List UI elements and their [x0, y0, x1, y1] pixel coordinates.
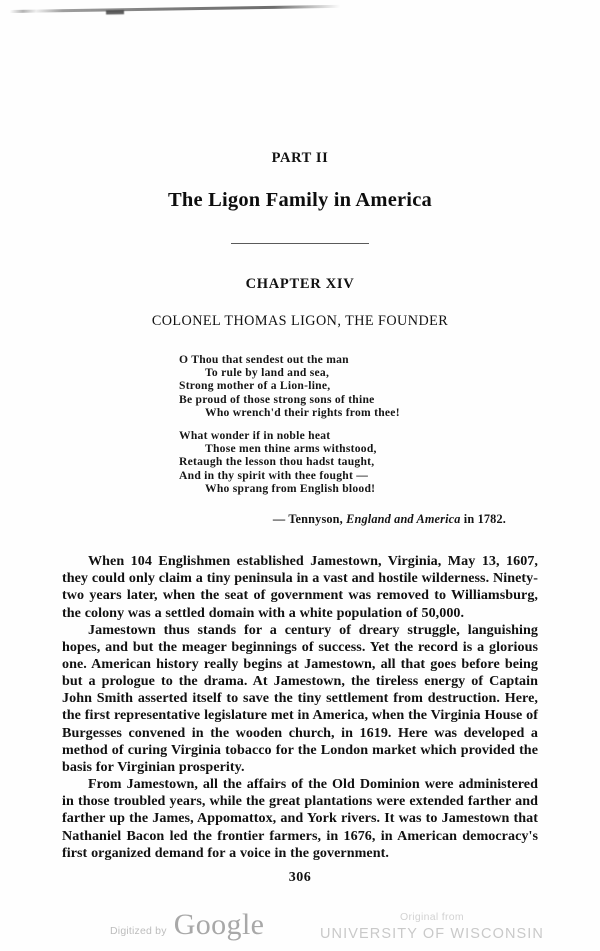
digitized-by-watermark: [110, 910, 264, 940]
poem-line: Strong mother of a Lion-line,: [179, 379, 331, 393]
body-paragraph: Jamestown thus stands for a century of dreary struggle, languishing hopes, and but the meager beginnings of success. Yet the record is a glorious one. American history really begins at Jamestown, all that goes before being but a prologue to the drama. At Jamestown, the tireless energy of Captain John Smith asserted itself to save the tiny settlement from destruction. Here, the first representative legislature met in America, when the Virginia House of Burgesses convened in the wooden church, in 1619. Here was developed a method of curing Virginia tobacco for the London market which provided the basis for Virginian prosperity.: [62, 621, 538, 775]
body-copy: [62, 527, 538, 862]
part-title: The Ligon Family in America: [168, 189, 432, 211]
body-paragraph: From Jamestown, all the affairs of the Old Dominion were administered in those troubled years, while the great plantations were extended farther and farther up the James, Appomattox, and York rivers. It was to Jamestown that Nathaniel Bacon led the frontier farmers, in 1676, in American democracy's first organized demand for a voice in the government.: [62, 776, 538, 861]
chapter-label: CHAPTER XIV: [245, 276, 355, 292]
poem-line: Be proud of those strong sons of thine: [179, 392, 375, 406]
attribution-year: in 1782.: [460, 512, 506, 527]
body-paragraph: When 104 Englishmen established Jamestown, Virginia, May 13, 1607, they could only claim a tiny peninsula in a vast and hostile wilderness. Ninety-two years later, when the seat of government was removed to Williamsburg, the colony was a settled domain with a white population of 50,000.: [62, 553, 538, 621]
epigraph-attribution: [62, 495, 538, 527]
chapter-title: COLONEL THOMAS LIGON, THE FOUNDER: [151, 313, 449, 329]
poem-stanza: [179, 429, 538, 495]
poem-line: Retaugh the lesson thou hadst taught,: [179, 455, 375, 469]
poem-line: Who sprang from English blood!: [205, 481, 376, 495]
poem-stanza: [179, 353, 538, 419]
part-label: PART II: [271, 150, 329, 166]
original-from-institution: UNIVERSITY OF WISCONSIN: [319, 926, 544, 942]
page-content: [62, 0, 538, 886]
poem-line: To rule by land and sea,: [205, 366, 330, 380]
digitized-by-label: Digitized by: [110, 925, 167, 937]
poem-line: And in thy spirit with thee fought —: [179, 468, 369, 482]
epigraph-poem: [62, 330, 538, 495]
poem-line: What wonder if in noble heat: [179, 429, 331, 443]
poem-line: Who wrench'd their rights from thee!: [205, 405, 400, 419]
attribution-author: — Tennyson,: [272, 512, 347, 527]
scan-footer: [0, 881, 600, 951]
original-from-watermark: [320, 911, 544, 942]
page-number: 306: [288, 869, 312, 885]
google-logo-text: Google: [173, 908, 265, 941]
poem-line: Those men thine arms withstood,: [205, 442, 377, 456]
attribution-work-title: England and America: [346, 512, 461, 527]
original-from-label: Original from: [399, 911, 464, 923]
poem-line: O Thou that sendest out the man: [179, 353, 349, 366]
